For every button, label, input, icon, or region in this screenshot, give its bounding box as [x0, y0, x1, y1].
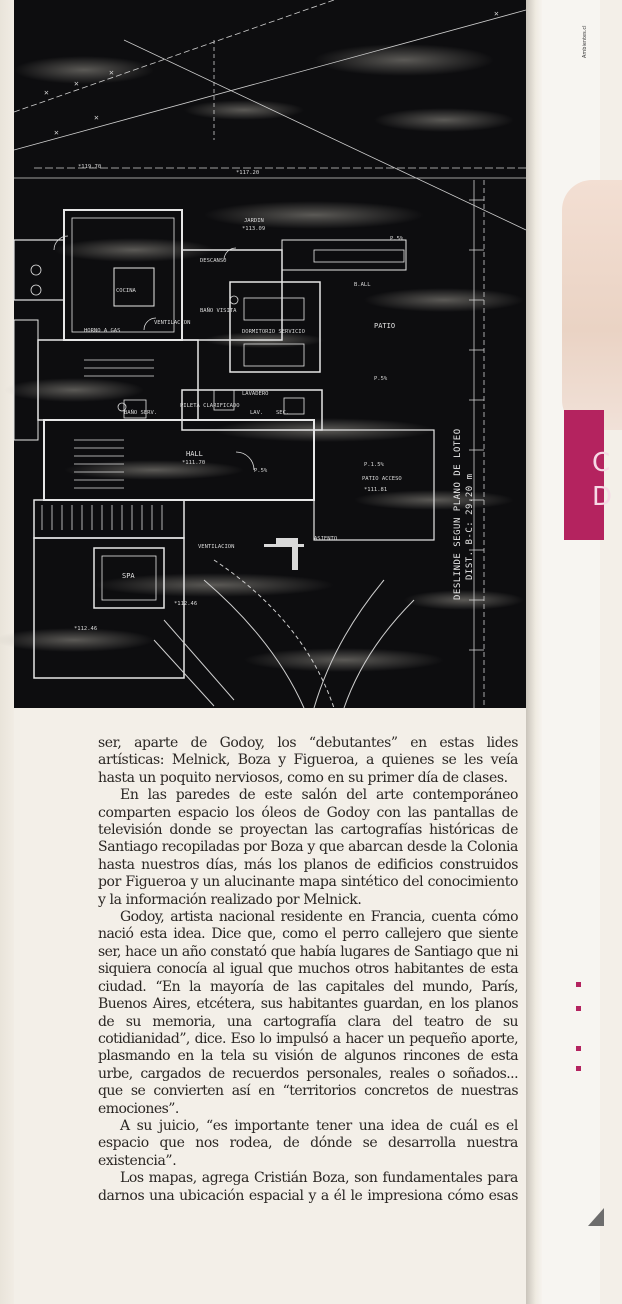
- label-deslinde: DESLINDE SEGUN PLANO DE LOTEO: [453, 428, 463, 600]
- label-spa-level: *112.46: [74, 626, 98, 632]
- adjacent-page: [542, 0, 613, 1304]
- label-hall-level: *111.70: [182, 460, 206, 466]
- label-sec: SEC.: [276, 410, 290, 416]
- label-horno: HORNO A GAS: [84, 328, 121, 334]
- svg-text:✕: ✕: [94, 113, 99, 122]
- label-pileta: PILETA CLARIFICADO: [180, 403, 240, 409]
- architectural-floor-plan-image: [14, 0, 526, 708]
- label-hall: HALL: [186, 450, 203, 458]
- adjacent-page-banner-letter-1: C: [592, 448, 611, 478]
- label-slope-d: P.5%: [390, 236, 404, 242]
- article-paragraph: Godoy, artista nacional residente en Francia, cuenta cómo nació esta idea. Dice que, como el perro callejero que siente ser, hace un año constató que había lugares de Santiago que ni siquiera conocía al igual que muchos otros habitantes de esta ciudad. “En la mayoría de las capitales del mundo, París, Buenos Aires, etcétera, sus habitantes guardan, en los planos de su memoria, una cartografía clara del teatro de su cotidianidad”, dice. Eso lo impulsó a hacer un pequeño aporte, plasmando en la tela su visión de algunos rincones de esta urbe, cargados de recuerdos personales, reales o soñados... que se convierten así en “territorios concretos de nuestras emociones”.: [98, 909, 518, 1117]
- floor-plan-drawing: [14, 0, 526, 708]
- label-jardin: JARDIN: [244, 218, 264, 224]
- adjacent-page-banner-letter-2: D: [592, 482, 613, 512]
- label-bano-serv: BAÑO SERV.: [124, 410, 158, 416]
- article-paragraph: ser, aparte de Godoy, los “debutantes” en estas lides artísticas: Melnick, Boza y Figueroa, a quienes se les veía hasta un poquito nerviosos, como en su primer día de clases.: [98, 735, 518, 786]
- article-paragraph: Los mapas, agrega Cristián Boza, son fundamentales para darnos una ubicación espacial y a él le impresiona cómo esas: [98, 1170, 518, 1204]
- svg-text:✕: ✕: [74, 79, 79, 88]
- bullet-marker: [576, 1066, 581, 1071]
- svg-text:✕: ✕: [494, 9, 499, 18]
- label-dist: DIST. B-C: 29.20 m: [465, 473, 475, 580]
- label-asiento: ASIENTO: [314, 536, 338, 542]
- bullet-marker: [576, 1006, 581, 1011]
- bullet-marker: [576, 982, 581, 987]
- adjacent-page-photo: [562, 180, 622, 430]
- label-jardin-level: *113.09: [242, 226, 266, 232]
- adjacent-page-logo: [588, 1208, 604, 1226]
- bullet-marker: [576, 1046, 581, 1051]
- label-slope-a: P.5%: [254, 468, 268, 474]
- article-paragraph: A su juicio, “es importante tener una idea de cuál es el espacio que nos rodea, de dónde se desarrolla nuestra existencia”.: [98, 1117, 518, 1169]
- label-slope-b: P.1.5%: [364, 462, 384, 468]
- svg-text:✕: ✕: [54, 128, 59, 137]
- label-dormitorio-servicio: DORMITORIO SERVICIO: [242, 329, 305, 335]
- adjacent-page-vertical-text: Ambientes.cl: [582, 25, 588, 58]
- label-cocina: COCINA: [116, 288, 136, 294]
- label-patio-acceso-level: *111.81: [364, 487, 388, 493]
- label-descanso: DESCANSO: [200, 258, 227, 264]
- svg-text:✕: ✕: [109, 68, 114, 77]
- label-ventilacion-top: VENTILACION: [154, 320, 191, 326]
- label-slope-c: P.5%: [374, 376, 388, 382]
- article-body: [98, 735, 518, 1205]
- label-ventilacion-bottom: VENTILACION: [198, 544, 235, 550]
- label-bal: B.ALL: [354, 282, 371, 288]
- label-level-right: *112.46: [174, 601, 198, 607]
- left-page-margin: [0, 0, 14, 1304]
- label-lavadero: LAVADERO: [242, 391, 269, 397]
- svg-text:✕: ✕: [44, 88, 49, 97]
- article-paragraph: En las paredes de este salón del arte contemporáneo comparten espacio los óleos de Godoy con las pantallas de televisión donde se proyectan las cartografías históricas de Santiago recopiladas por Boza y que abarcan desde la Colonia hasta nuestros días, más los planos de edificios construidos por Figueroa y un alucinante mapa sintético del conocimiento y la información realizado por Melnick.: [98, 787, 518, 908]
- label-lav: LAV.: [250, 410, 264, 416]
- label-patio-acceso: PATIO ACCESO: [362, 476, 402, 482]
- label-patio: PATIO: [374, 322, 396, 330]
- page-gutter: [526, 0, 542, 1304]
- label-bano-visita: BAÑO VISITA: [200, 308, 237, 314]
- label-level-top: *119.70: [78, 164, 102, 170]
- label-level-mid: *117.20: [236, 170, 260, 176]
- label-spa: SPA: [122, 572, 135, 580]
